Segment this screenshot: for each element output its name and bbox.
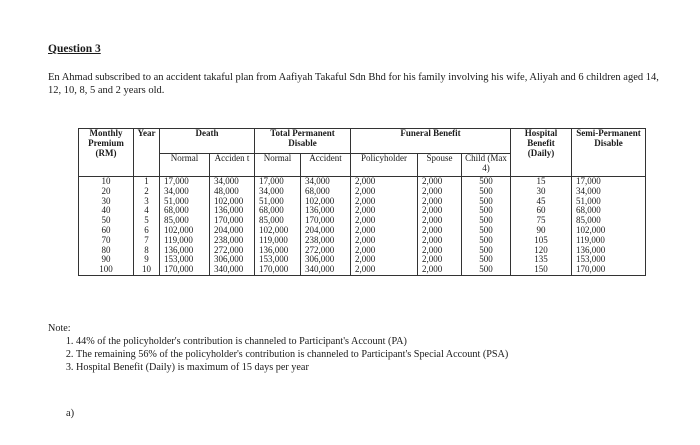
cell-funeral-spouse: 2,000 — [418, 216, 462, 226]
notes-label: Note: — [48, 323, 71, 334]
cell-tpd-accident: 238,000 — [301, 236, 351, 246]
cell-funeral-policyholder: 2,000 — [351, 177, 418, 187]
cell-death-accident: 170,000 — [210, 216, 255, 226]
cell-funeral-child: 500 — [462, 177, 511, 187]
cell-premium: 50 — [79, 216, 134, 226]
note-item: 2. The remaining 56% of the policyholder's contribution is channeled to Participant's Special Account (PSA) — [76, 348, 688, 361]
cell-funeral-policyholder: 2,000 — [351, 216, 418, 226]
cell-death-accident: 102,000 — [210, 197, 255, 207]
cell-funeral-child: 500 — [462, 255, 511, 265]
cell-premium: 60 — [79, 226, 134, 236]
cell-death-accident: 48,000 — [210, 187, 255, 197]
cell-tpd-accident: 68,000 — [301, 187, 351, 197]
cell-funeral-spouse: 2,000 — [418, 265, 462, 275]
cell-funeral-policyholder: 2,000 — [351, 246, 418, 256]
cell-funeral-child: 500 — [462, 206, 511, 216]
cell-funeral-spouse: 2,000 — [418, 187, 462, 197]
cell-semi-permanent: 68,000 — [572, 206, 646, 216]
cell-funeral-policyholder: 2,000 — [351, 187, 418, 197]
cell-tpd-normal: 119,000 — [255, 236, 301, 246]
cell-funeral-spouse: 2,000 — [418, 246, 462, 256]
cell-tpd-normal: 102,000 — [255, 226, 301, 236]
cell-tpd-normal: 153,000 — [255, 255, 301, 265]
cell-tpd-normal: 34,000 — [255, 187, 301, 197]
cell-year: 9 — [134, 255, 160, 265]
cell-tpd-normal: 136,000 — [255, 246, 301, 256]
cell-premium: 20 — [79, 187, 134, 197]
cell-premium: 30 — [79, 197, 134, 207]
table-row — [79, 216, 646, 226]
cell-death-accident: 238,000 — [210, 236, 255, 246]
subheader-death-accident: Acciden t — [210, 154, 255, 177]
notes-section — [48, 322, 688, 374]
cell-death-normal: 102,000 — [160, 226, 210, 236]
table-row — [79, 187, 646, 197]
cell-death-normal: 17,000 — [160, 177, 210, 187]
cell-funeral-spouse: 2,000 — [418, 177, 462, 187]
cell-hospital-benefit: 120 — [511, 246, 572, 256]
table-row — [79, 255, 646, 265]
cell-premium: 80 — [79, 246, 134, 256]
cell-tpd-accident: 272,000 — [301, 246, 351, 256]
cell-funeral-spouse: 2,000 — [418, 206, 462, 216]
cell-year: 3 — [134, 197, 160, 207]
cell-death-accident: 340,000 — [210, 265, 255, 275]
header-hospital-benefit: Hospital Benefit (Daily) — [511, 129, 572, 177]
note-item: 1. 44% of the policyholder's contribution is channeled to Participant's Account (PA) — [76, 335, 688, 348]
cell-semi-permanent: 17,000 — [572, 177, 646, 187]
table-row — [79, 236, 646, 246]
cell-hospital-benefit: 60 — [511, 206, 572, 216]
cell-funeral-policyholder: 2,000 — [351, 265, 418, 275]
cell-funeral-spouse: 2,000 — [418, 255, 462, 265]
subheader-death-normal: Normal — [160, 154, 210, 177]
cell-funeral-spouse: 2,000 — [418, 226, 462, 236]
cell-year: 6 — [134, 226, 160, 236]
cell-funeral-policyholder: 2,000 — [351, 236, 418, 246]
cell-death-accident: 136,000 — [210, 206, 255, 216]
header-year: Year — [134, 129, 160, 177]
cell-semi-permanent: 119,000 — [572, 236, 646, 246]
cell-funeral-child: 500 — [462, 246, 511, 256]
cell-funeral-spouse: 2,000 — [418, 236, 462, 246]
cell-premium: 100 — [79, 265, 134, 275]
cell-tpd-normal: 68,000 — [255, 206, 301, 216]
cell-hospital-benefit: 135 — [511, 255, 572, 265]
table-row — [79, 246, 646, 256]
subheader-child: Child (Max 4) — [462, 154, 511, 177]
cell-tpd-normal: 85,000 — [255, 216, 301, 226]
cell-semi-permanent: 51,000 — [572, 197, 646, 207]
cell-premium: 40 — [79, 206, 134, 216]
header-funeral-benefit: Funeral Benefit — [351, 129, 511, 154]
cell-funeral-policyholder: 2,000 — [351, 197, 418, 207]
cell-tpd-accident: 204,000 — [301, 226, 351, 236]
cell-premium: 70 — [79, 236, 134, 246]
cell-premium: 90 — [79, 255, 134, 265]
cell-tpd-accident: 306,000 — [301, 255, 351, 265]
cell-semi-permanent: 34,000 — [572, 187, 646, 197]
cell-semi-permanent: 136,000 — [572, 246, 646, 256]
cell-semi-permanent: 153,000 — [572, 255, 646, 265]
cell-funeral-child: 500 — [462, 226, 511, 236]
cell-hospital-benefit: 15 — [511, 177, 572, 187]
cell-hospital-benefit: 150 — [511, 265, 572, 275]
note-item: 3. Hospital Benefit (Daily) is maximum of 15 days per year — [76, 361, 688, 374]
cell-death-normal: 153,000 — [160, 255, 210, 265]
cell-hospital-benefit: 45 — [511, 197, 572, 207]
cell-funeral-policyholder: 2,000 — [351, 226, 418, 236]
table-row — [79, 177, 646, 187]
cell-death-normal: 136,000 — [160, 246, 210, 256]
cell-year: 8 — [134, 246, 160, 256]
cell-tpd-accident: 170,000 — [301, 216, 351, 226]
question-title: Question 3 — [48, 43, 101, 55]
cell-funeral-policyholder: 2,000 — [351, 206, 418, 216]
cell-funeral-child: 500 — [462, 187, 511, 197]
cell-premium: 10 — [79, 177, 134, 187]
cell-year: 10 — [134, 265, 160, 275]
cell-death-accident: 306,000 — [210, 255, 255, 265]
subheader-spouse: Spouse — [418, 154, 462, 177]
cell-funeral-child: 500 — [462, 216, 511, 226]
cell-semi-permanent: 102,000 — [572, 226, 646, 236]
cell-semi-permanent: 85,000 — [572, 216, 646, 226]
cell-death-normal: 68,000 — [160, 206, 210, 216]
part-a-label: a) — [66, 408, 75, 419]
table-row — [79, 226, 646, 236]
subheader-tpd-normal: Normal — [255, 154, 301, 177]
cell-funeral-child: 500 — [462, 265, 511, 275]
cell-hospital-benefit: 75 — [511, 216, 572, 226]
cell-death-normal: 119,000 — [160, 236, 210, 246]
benefit-table — [78, 128, 646, 276]
cell-death-normal: 170,000 — [160, 265, 210, 275]
cell-death-accident: 204,000 — [210, 226, 255, 236]
cell-death-accident: 272,000 — [210, 246, 255, 256]
cell-death-normal: 85,000 — [160, 216, 210, 226]
cell-year: 2 — [134, 187, 160, 197]
table-row — [79, 197, 646, 207]
cell-tpd-accident: 102,000 — [301, 197, 351, 207]
cell-year: 4 — [134, 206, 160, 216]
cell-year: 1 — [134, 177, 160, 187]
cell-hospital-benefit: 30 — [511, 187, 572, 197]
header-total-permanent-disable: Total Permanent Disable — [255, 129, 351, 154]
cell-tpd-accident: 136,000 — [301, 206, 351, 216]
subheader-tpd-accident: Accident — [301, 154, 351, 177]
subheader-policyholder: Policyholder — [351, 154, 418, 177]
header-monthly-premium: Monthly Premium (RM) — [79, 129, 134, 177]
cell-death-normal: 34,000 — [160, 187, 210, 197]
cell-death-normal: 51,000 — [160, 197, 210, 207]
question-intro: En Ahmad subscribed to an accident takaful plan from Aafiyah Takaful Sdn Bhd for his family involving his wife, Aliyah and 6 children aged 14, 12, 10, 8, 5 and 2 years old. — [48, 72, 659, 96]
cell-tpd-normal: 170,000 — [255, 265, 301, 275]
header-death: Death — [160, 129, 255, 154]
cell-funeral-spouse: 2,000 — [418, 197, 462, 207]
cell-tpd-normal: 51,000 — [255, 197, 301, 207]
table-row — [79, 265, 646, 275]
cell-year: 5 — [134, 216, 160, 226]
cell-year: 7 — [134, 236, 160, 246]
cell-tpd-accident: 340,000 — [301, 265, 351, 275]
cell-funeral-child: 500 — [462, 236, 511, 246]
notes-list — [48, 335, 688, 374]
cell-death-accident: 34,000 — [210, 177, 255, 187]
table-row — [79, 206, 646, 216]
cell-semi-permanent: 170,000 — [572, 265, 646, 275]
cell-funeral-policyholder: 2,000 — [351, 255, 418, 265]
cell-hospital-benefit: 105 — [511, 236, 572, 246]
header-semi-permanent-disable: Semi-Permanent Disable — [572, 129, 646, 177]
cell-tpd-normal: 17,000 — [255, 177, 301, 187]
cell-tpd-accident: 34,000 — [301, 177, 351, 187]
cell-hospital-benefit: 90 — [511, 226, 572, 236]
cell-funeral-child: 500 — [462, 197, 511, 207]
